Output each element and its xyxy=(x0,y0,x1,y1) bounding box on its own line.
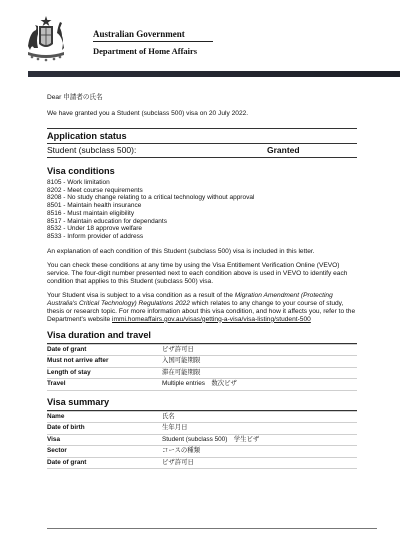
visa-duration-heading: Visa duration and travel xyxy=(47,329,151,340)
table-row xyxy=(47,434,357,446)
row-value: 氏名 xyxy=(162,411,357,423)
visa-conditions-heading: Visa conditions xyxy=(47,166,115,176)
letterhead xyxy=(20,10,380,66)
row-value: ビザ許可日 xyxy=(162,457,357,469)
row-key: Travel xyxy=(47,379,162,391)
letterhead-divider xyxy=(93,41,213,42)
government-name: Australian Government xyxy=(93,29,185,39)
amendment-text-end: which relates to any change to your course of study, thesis or research topic. For more information about this visa condition, and how it affects you, refer to the Department's website xyxy=(47,299,356,323)
amendment-paragraph xyxy=(47,292,357,324)
condition-item: 8208 - No study change relating to a critical technology without approval xyxy=(47,194,255,202)
amendment-text-start: Your Student visa is subject to a visa condition as a result of the xyxy=(47,291,235,299)
visa-summary-table xyxy=(47,411,357,470)
row-key: Length of stay xyxy=(47,367,162,379)
application-status-box xyxy=(47,128,357,158)
table-row xyxy=(47,423,357,435)
row-key: Sector xyxy=(47,446,162,458)
condition-item: 8517 - Maintain education for dependants xyxy=(47,217,167,225)
visa-summary-section xyxy=(47,397,357,470)
row-key: Date of grant xyxy=(47,457,162,469)
row-value: 入国可能期限 xyxy=(162,356,357,368)
letter-body xyxy=(47,94,357,469)
row-value: ビザ許可日 xyxy=(162,344,357,356)
condition-item: 8501 - Maintain health insurance xyxy=(47,202,142,210)
condition-item: 8533 - Inform provider of address xyxy=(47,232,144,240)
status-value: Granted xyxy=(267,145,300,155)
table-row xyxy=(47,411,357,423)
row-value: 生年月日 xyxy=(162,423,357,435)
row-key: Visa xyxy=(47,434,162,446)
row-key: Name xyxy=(47,411,162,423)
header-bar xyxy=(28,71,400,77)
application-status-heading: Application status xyxy=(47,131,127,141)
visa-summary-heading: Visa summary xyxy=(47,396,110,407)
department-name: Department of Home Affairs xyxy=(93,46,198,56)
table-row xyxy=(47,344,357,356)
condition-item: 8202 - Meet course requirements xyxy=(47,186,143,194)
row-value: コースの種類 xyxy=(162,446,357,458)
grant-statement: We have granted you a Student (subclass 500) visa on 20 July 2022. xyxy=(47,110,249,117)
table-row xyxy=(47,367,357,379)
condition-item: 8516 - Must maintain eligibility xyxy=(47,209,135,217)
application-status-row xyxy=(47,143,357,157)
row-key: Date of birth xyxy=(47,423,162,435)
table-row xyxy=(47,446,357,458)
row-value: 滞在可能期限 xyxy=(162,367,357,379)
regulation-name: Migration Amendment (Protecting Australia's Critical Technology) Regulations 2022 xyxy=(47,291,333,307)
row-value: Student (subclass 500) 学生ビザ xyxy=(162,434,357,446)
department-website-link[interactable]: immi.homeaffairs.gov.au/visas/getting-a-visa/visa-listing/student-500 xyxy=(112,315,311,323)
table-row xyxy=(47,379,357,391)
visa-duration-table xyxy=(47,344,357,391)
status-label: Student (subclass 500): xyxy=(47,145,137,155)
greeting: Dear 申請者の氏名 xyxy=(47,94,103,101)
vevo-paragraph: You can check these conditions at any time by using the Visa Entitlement Verification Online (VEVO) service. The four-digit number presented next to each condition above is used in VEVO to identify each condition that applies to this Student (subclass 500) visa. xyxy=(47,261,348,285)
footer-divider xyxy=(47,528,377,529)
visa-duration-section xyxy=(47,330,357,391)
row-key: Must not arrive after xyxy=(47,356,162,368)
conditions-list xyxy=(47,179,357,241)
condition-item: 8105 - Work limitation xyxy=(47,179,110,186)
table-row xyxy=(47,457,357,469)
table-row xyxy=(47,356,357,368)
conditions-explanation: An explanation of each condition of this Student (subclass 500) visa is included in this letter. xyxy=(47,247,315,255)
row-value: Multiple entries 数次ビザ xyxy=(162,379,357,391)
condition-item: 8532 - Under 18 approve welfare xyxy=(47,225,143,233)
row-key: Date of grant xyxy=(47,344,162,356)
coat-of-arms-icon xyxy=(24,14,68,64)
